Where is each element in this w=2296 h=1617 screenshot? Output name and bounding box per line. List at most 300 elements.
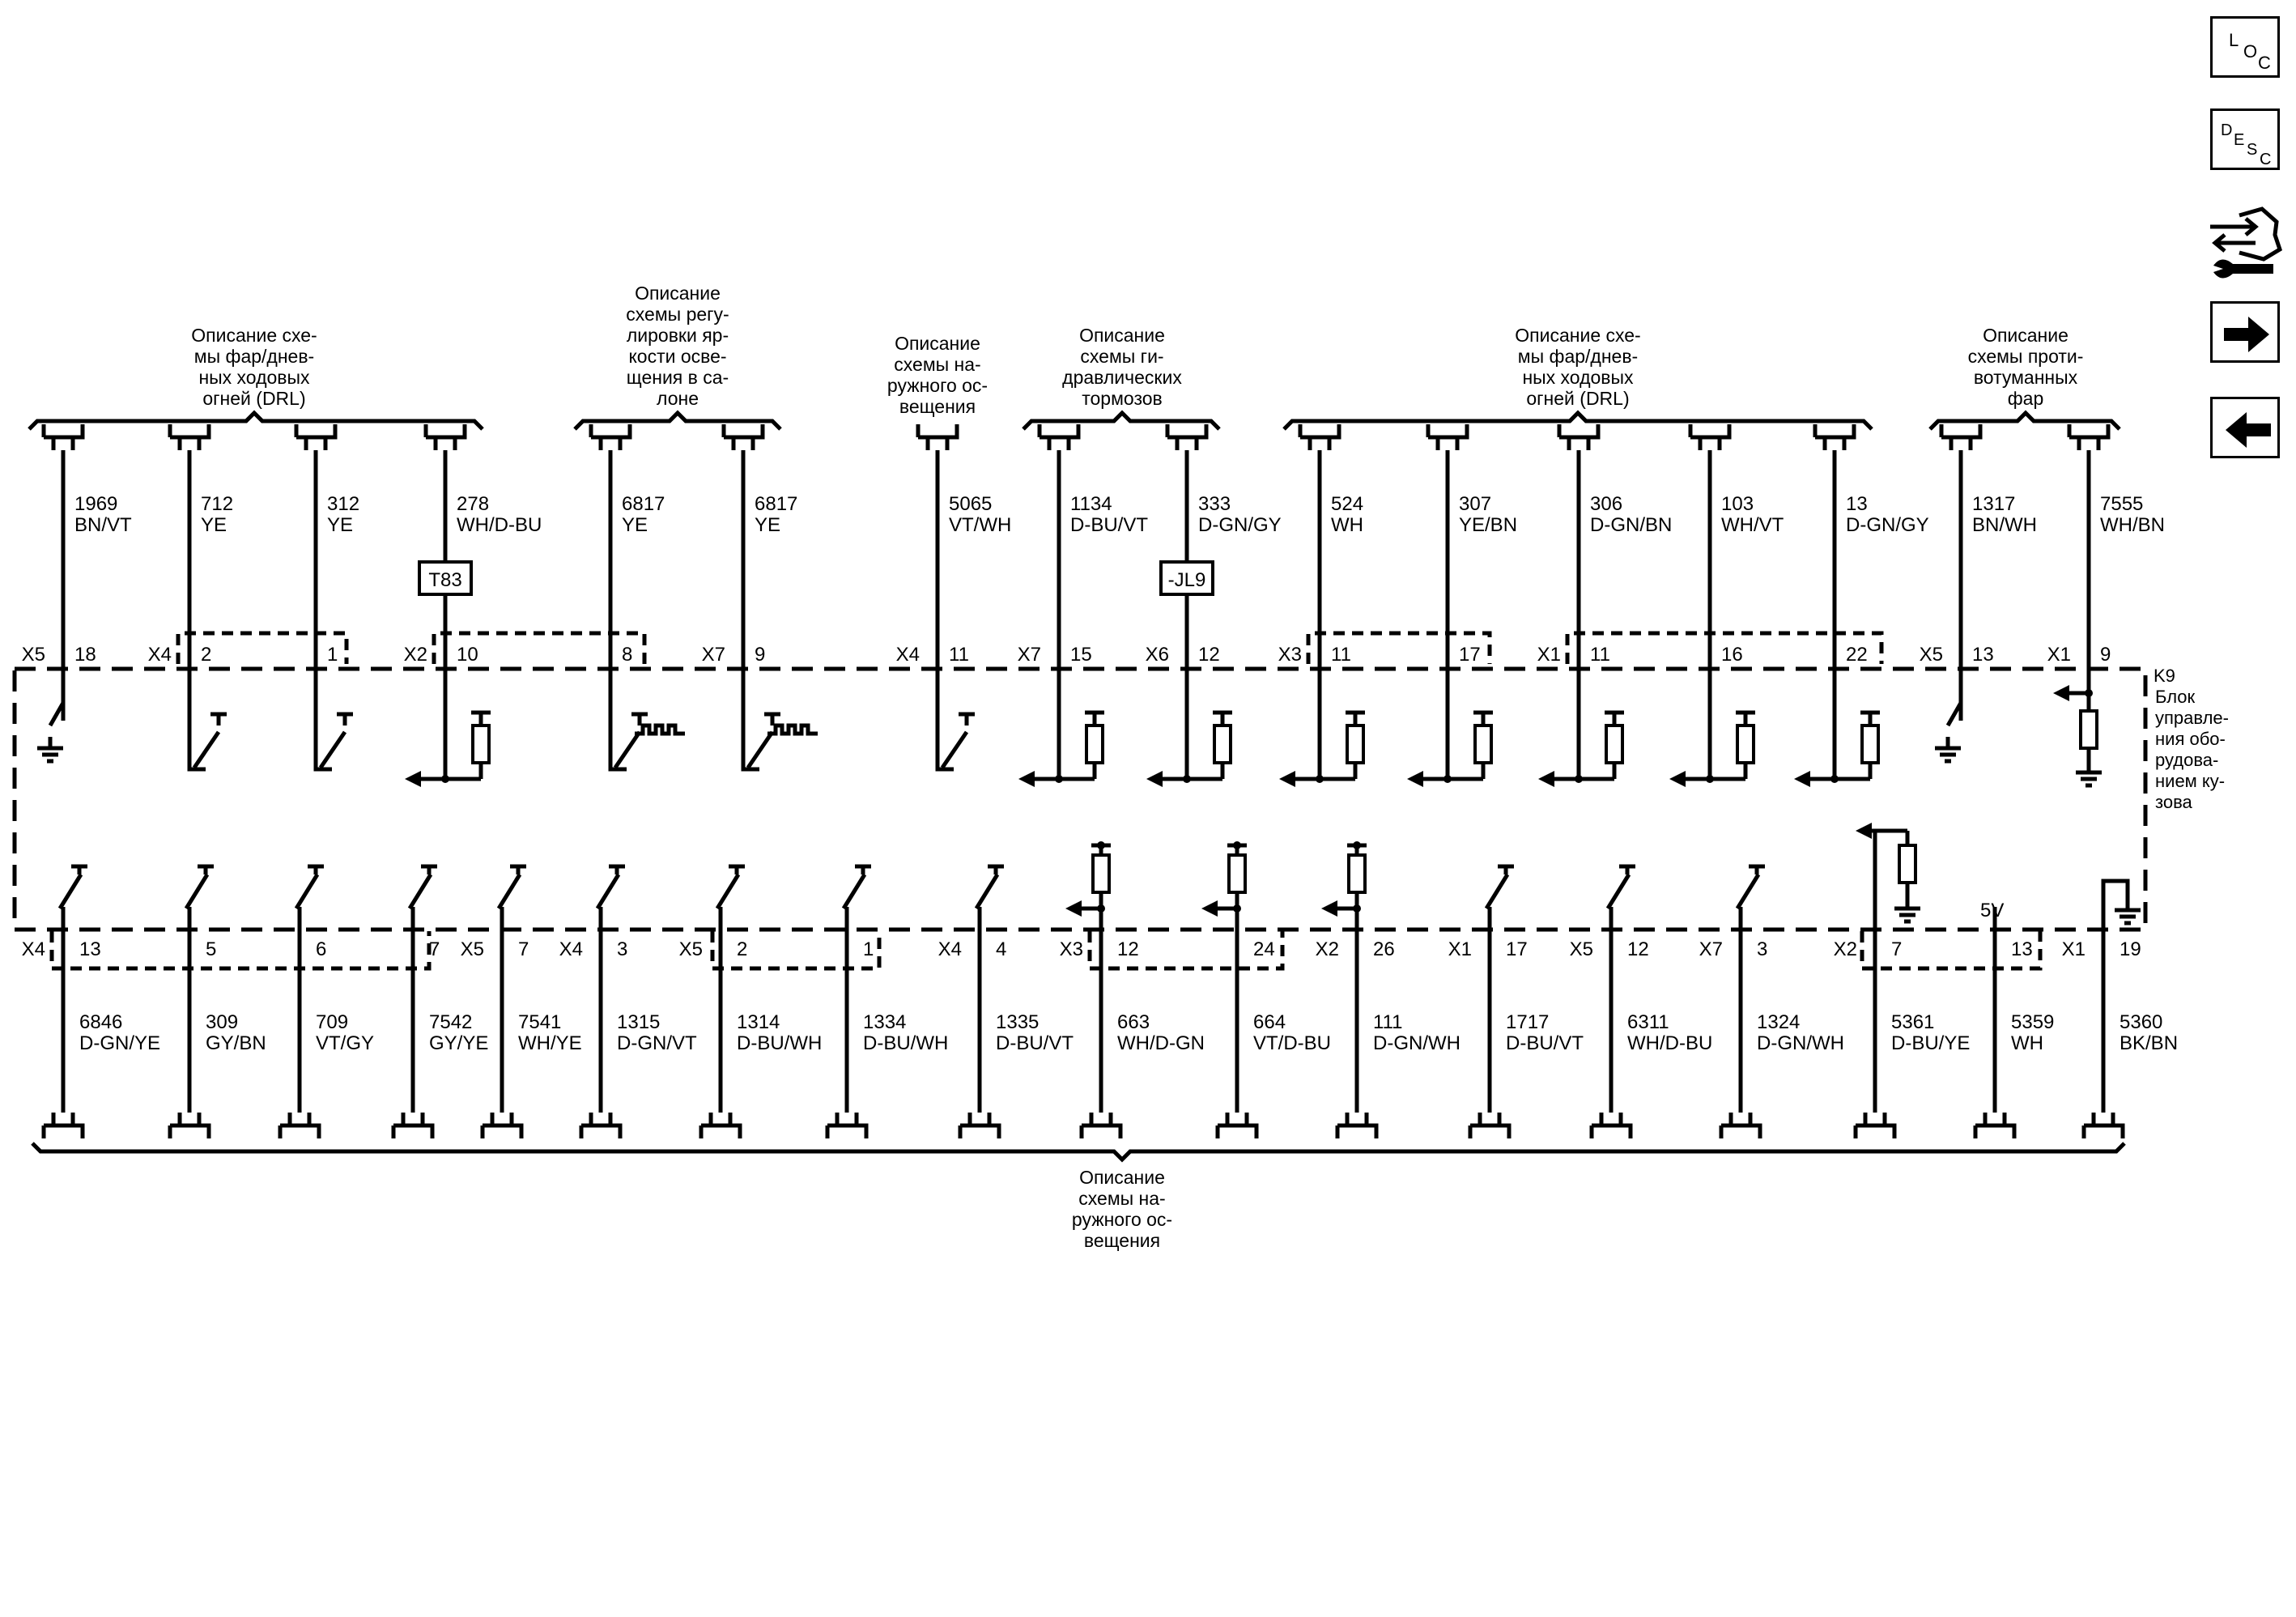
- circuit-number: 712: [201, 493, 234, 515]
- circuit-number: 5359: [2011, 1011, 2055, 1033]
- signal-arrow: [1201, 900, 1218, 917]
- circuit-number: 6846: [79, 1011, 123, 1033]
- connector-id: X1: [2061, 938, 2086, 960]
- wire-color: VT/D-BU: [1253, 1032, 1331, 1054]
- wire-color: D-BU/VT: [1506, 1032, 1584, 1054]
- connector-symbol: [170, 1113, 209, 1138]
- connector-symbol: [1941, 424, 1980, 450]
- connector-symbol: [2084, 1113, 2123, 1138]
- bottom-wire-6311: [1570, 866, 1713, 1138]
- top-wire-103: [1669, 424, 1784, 787]
- pin-number: 1: [327, 644, 338, 666]
- signal-arrow: [1279, 771, 1295, 787]
- wire-color: BK/BN: [2120, 1032, 2179, 1054]
- group-label-line: Описание схе-: [1515, 325, 1641, 346]
- pin-number: 2: [201, 644, 212, 666]
- inline-component-label: -JL9: [1167, 569, 1206, 591]
- resistor-symbol: [1606, 726, 1622, 763]
- desc-letter-c: C: [2260, 151, 2272, 168]
- circuit-number: 6311: [1627, 1011, 1669, 1033]
- group-label-line: ружного ос-: [1071, 1209, 1173, 1230]
- wire-color: WH/D-BU: [1627, 1032, 1713, 1054]
- pin-number: 1: [863, 938, 874, 960]
- module-name-line: управле-: [2155, 708, 2229, 728]
- top-wire-306: [1537, 424, 1673, 787]
- resistor-symbol: [1093, 855, 1109, 892]
- loc-icon: [2213, 19, 2282, 80]
- wire-color: BN/WH: [1972, 514, 2037, 536]
- wire-color: D-GN/GY: [1846, 514, 1929, 536]
- circuit-number: 664: [1253, 1011, 1286, 1033]
- connector-symbol: [1300, 424, 1339, 450]
- connector-symbol: [1428, 424, 1467, 450]
- resistor-symbol: [1349, 855, 1365, 892]
- group-label-line: ных ходовых: [198, 367, 310, 388]
- group-bracket: [1023, 413, 1219, 429]
- group-bracket: [32, 1143, 2124, 1160]
- pin-number: 12: [1198, 644, 1220, 666]
- pin-number: 17: [1459, 644, 1481, 666]
- connector-symbol: [44, 424, 83, 450]
- connector-id: X7: [1017, 644, 1041, 666]
- pwm-symbol: [767, 726, 818, 734]
- connector-symbol: [1815, 424, 1854, 450]
- connector-id: X3: [1278, 644, 1302, 666]
- group-label-line: огней (DRL): [1526, 388, 1630, 409]
- connector-symbol: [1040, 424, 1078, 450]
- circuit-number: 1317: [1972, 493, 2016, 515]
- pin-number: 8: [622, 644, 633, 666]
- pin-number: 11: [949, 644, 969, 666]
- connector-id: X4: [147, 644, 172, 666]
- connector-id: X4: [938, 938, 962, 960]
- bottom-wire-1314: [679, 866, 823, 1138]
- group-label-line: вещения: [1083, 1230, 1161, 1251]
- connector-symbol: [1470, 1113, 1509, 1138]
- group-bracket: [575, 413, 780, 429]
- pin-number: 12: [1117, 938, 1139, 960]
- circuit-number: 1324: [1757, 1011, 1801, 1033]
- desc-button[interactable]: [2210, 109, 2280, 170]
- resistor-symbol: [1737, 726, 1754, 763]
- group-label-line: ных ходовых: [1522, 367, 1634, 388]
- resistor-symbol: [1862, 726, 1878, 763]
- loc-letter-c: C: [2258, 53, 2271, 73]
- module-name-line: ния обо-: [2155, 729, 2226, 749]
- bottom-wire-5359: [1975, 900, 2054, 1138]
- pin-number: 9: [2100, 644, 2111, 666]
- resistor-symbol: [1899, 845, 1915, 883]
- loc-letter-l: L: [2229, 30, 2239, 50]
- resistor-symbol: [1475, 726, 1491, 763]
- top-wire-5065: [896, 424, 1012, 769]
- wire-color: D-BU/WH: [863, 1032, 949, 1054]
- group-label-line: Описание: [1079, 325, 1165, 346]
- pin-number: 11: [1331, 644, 1351, 666]
- connector-id: X1: [1537, 644, 1561, 666]
- circuit-number: 1717: [1506, 1011, 1550, 1033]
- connector-symbol: [827, 1113, 866, 1138]
- module-label: [2154, 666, 2229, 812]
- wire-color: BN/VT: [74, 514, 132, 536]
- connector-id: X3: [1059, 938, 1083, 960]
- circuit-number: 13: [1846, 493, 1868, 515]
- loc-letter-o: O: [2243, 41, 2258, 62]
- group-label-line: Описание схе-: [191, 325, 317, 346]
- bottom-wire-5360: [2062, 881, 2178, 1138]
- group-label-line: схемы ги-: [1080, 346, 1164, 367]
- connector-symbol: [296, 424, 335, 450]
- group-label-line: Описание: [635, 283, 721, 304]
- switch-symbol: [499, 866, 526, 915]
- switch-symbol: [410, 866, 437, 915]
- module-boundary: [15, 669, 2145, 930]
- pin-number: 24: [1253, 938, 1275, 960]
- switch-symbol: [1486, 866, 1514, 915]
- bottom-wire-7542: [393, 866, 488, 1138]
- wire-color: WH: [1331, 514, 1363, 536]
- group-label-line: фар: [2007, 388, 2044, 409]
- switch-symbol: [186, 866, 214, 915]
- connector-id: X5: [21, 644, 45, 666]
- circuit-number: 1134: [1070, 493, 1112, 515]
- connector-id: X6: [1145, 644, 1169, 666]
- connector-id: X1: [2047, 644, 2071, 666]
- group-label-line: ружного ос-: [887, 375, 989, 396]
- wire-color: WH/YE: [518, 1032, 582, 1054]
- circuit-number: 306: [1590, 493, 1623, 515]
- switch-symbol: [60, 866, 87, 915]
- wire-color: VT/GY: [316, 1032, 375, 1054]
- connector-symbol: [1975, 1113, 2014, 1138]
- switch-symbol: [938, 713, 975, 769]
- connector-id: X5: [1919, 644, 1943, 666]
- circuit-number: 111: [1373, 1011, 1403, 1033]
- circuit-number: 663: [1117, 1011, 1150, 1033]
- circuit-number: 333: [1198, 493, 1231, 515]
- wire-color: WH/D-BU: [457, 514, 542, 536]
- circuit-number: 7555: [2100, 493, 2144, 515]
- pin-number: 13: [1972, 644, 1994, 666]
- wire-color: WH/BN: [2100, 514, 2165, 536]
- group-bracket: [1284, 413, 1872, 429]
- wire-color: D-GN/WH: [1757, 1032, 1844, 1054]
- group-label-line: щения в са-: [626, 367, 729, 388]
- connector-symbol: [1690, 424, 1729, 450]
- pin-number: 2: [737, 938, 748, 960]
- signal-arrow: [2053, 685, 2069, 701]
- group-label-line: вещения: [899, 396, 976, 417]
- pin-number: 22: [1846, 644, 1868, 666]
- circuit-number: 103: [1721, 493, 1754, 515]
- supply-voltage-label: 5V: [1980, 900, 2005, 921]
- pin-number: 6: [316, 938, 327, 960]
- arrow-right-icon: [2213, 304, 2282, 365]
- group-label-line: тормозов: [1082, 388, 1163, 409]
- circuit-number: 6817: [622, 493, 665, 515]
- connector-id: X1: [1448, 938, 1472, 960]
- connector-symbol: [393, 1113, 432, 1138]
- circuit-number: 309: [206, 1011, 239, 1033]
- signal-arrow: [1146, 771, 1163, 787]
- wire-color: D-BU/WH: [737, 1032, 823, 1054]
- pin-number: 10: [457, 644, 478, 666]
- connector-symbol: [1337, 1113, 1376, 1138]
- switch-symbol: [717, 866, 745, 915]
- group-label-line: мы фар/днев-: [1517, 346, 1639, 367]
- signal-arrow: [405, 771, 421, 787]
- group-label-line: схемы на-: [894, 354, 981, 375]
- switch-symbol: [1737, 866, 1765, 915]
- group-bracket: [29, 413, 483, 429]
- circuit-number: 7542: [429, 1011, 473, 1033]
- module-name-line: Блок: [2155, 687, 2196, 707]
- switch-symbol: [597, 866, 625, 915]
- next-button[interactable]: [2210, 301, 2280, 363]
- signal-arrow: [1018, 771, 1035, 787]
- circuit-number: 1315: [617, 1011, 661, 1033]
- top-wire-7555: [2047, 424, 2165, 785]
- top-group-brackets: [29, 413, 2120, 429]
- switch-symbol: [976, 866, 1004, 915]
- group-labels: [191, 283, 2083, 1251]
- circuit-number: 1314: [737, 1011, 780, 1033]
- module-name-line: рудова-: [2155, 750, 2219, 770]
- group-label-line: лировки яр-: [626, 325, 729, 346]
- inline-component-label: T83: [428, 569, 462, 591]
- pin-number: 13: [79, 938, 101, 960]
- connector-symbol: [724, 424, 763, 450]
- pin-number: 26: [1373, 938, 1395, 960]
- signal-arrow: [1669, 771, 1686, 787]
- connector-symbol: [918, 424, 957, 450]
- desc-letter-d: D: [2221, 121, 2233, 139]
- bottom-wire-309: [170, 866, 266, 1138]
- connector-symbol: [2069, 424, 2108, 450]
- circuit-number: 1969: [74, 493, 118, 515]
- signal-arrow: [1794, 771, 1810, 787]
- wire-color: YE: [327, 514, 354, 536]
- connector-id: X7: [701, 644, 725, 666]
- group-label-line: схемы на-: [1078, 1188, 1166, 1209]
- desc-letter-s: S: [2247, 141, 2258, 159]
- top-wire-312: [296, 424, 359, 769]
- wire-color: YE: [755, 514, 781, 536]
- module-name-line: зова: [2155, 792, 2192, 812]
- circuit-number: 5360: [2120, 1011, 2163, 1033]
- group-label-line: Описание: [1079, 1167, 1165, 1188]
- group-label-line: лоне: [657, 388, 699, 409]
- top-wire-1134: [1018, 424, 1149, 787]
- pin-number: 17: [1506, 938, 1528, 960]
- resistor-symbol: [2081, 711, 2097, 748]
- connector-id: X5: [678, 938, 703, 960]
- bottom-group-bracket: [32, 1143, 2124, 1160]
- connector-symbol: [1559, 424, 1598, 450]
- switch-symbol: [743, 713, 780, 769]
- pin-number: 3: [617, 938, 628, 960]
- connector-id: X5: [460, 938, 484, 960]
- bottom-wire-111: [1316, 841, 1461, 1138]
- bottom-wire-664: [1201, 841, 1331, 1138]
- group-label-line: схемы регу-: [626, 304, 729, 325]
- signal-arrow: [1321, 900, 1337, 917]
- desc-icon: [2213, 111, 2282, 172]
- wire-color: YE/BN: [1459, 514, 1518, 536]
- connector-id: X2: [1833, 938, 1857, 960]
- circuit-number: 5361: [1891, 1011, 1935, 1033]
- connector-id: X2: [403, 644, 427, 666]
- connector-symbol: [701, 1113, 740, 1138]
- pin-number: 16: [1721, 644, 1743, 666]
- pin-number: 15: [1070, 644, 1092, 666]
- bottom-wires: [22, 823, 2178, 1138]
- top-wire-6817: [591, 424, 685, 769]
- wire-color: D-BU/VT: [1070, 514, 1148, 536]
- signal-arrow: [1065, 900, 1082, 917]
- loc-button[interactable]: [2210, 16, 2280, 78]
- circuit-number: 307: [1459, 493, 1492, 515]
- module-ref: K9: [2154, 666, 2175, 686]
- resistor-symbol: [473, 726, 489, 763]
- pwm-symbol: [635, 726, 685, 734]
- group-label-line: вотуманных: [1973, 367, 2078, 388]
- switch-symbol: [189, 713, 227, 769]
- wire-color: D-GN/BN: [1590, 514, 1673, 536]
- connector-id: X4: [21, 938, 45, 960]
- pin-number: 7: [518, 938, 529, 960]
- switch-symbol: [296, 866, 324, 915]
- bottom-wire-5361: [1834, 823, 1971, 1138]
- top-wires: [22, 424, 2165, 787]
- pin-number: 18: [74, 644, 96, 666]
- wire-color: VT/WH: [949, 514, 1012, 536]
- wire-color: D-GN/WH: [1373, 1032, 1461, 1054]
- wire-color: YE: [622, 514, 648, 536]
- module-name-line: нием ку-: [2155, 771, 2226, 791]
- wire-color: D-BU/YE: [1891, 1032, 1971, 1054]
- pin-number: 9: [755, 644, 766, 666]
- circuit-number: 278: [457, 493, 490, 515]
- connector-symbol: [280, 1113, 319, 1138]
- switch-symbol: [610, 713, 648, 769]
- connector-symbol: [483, 1113, 521, 1138]
- pin-number: 7: [429, 938, 440, 960]
- connector-symbol: [581, 1113, 620, 1138]
- pin-number: 12: [1627, 938, 1649, 960]
- pin-number: 11: [1590, 644, 1610, 666]
- switch-symbol: [844, 866, 871, 915]
- resistor-symbol: [1086, 726, 1103, 763]
- connector-symbol: [1218, 1113, 1256, 1138]
- resistor-symbol: [1214, 726, 1231, 763]
- pin-number: 19: [2120, 938, 2141, 960]
- circuit-number: 312: [327, 493, 360, 515]
- pin-number: 13: [2011, 938, 2033, 960]
- connector-id: X5: [1569, 938, 1593, 960]
- top-wire-712: [148, 424, 233, 769]
- bottom-wire-1315: [559, 866, 697, 1138]
- group-label-line: мы фар/днев-: [193, 346, 315, 367]
- wire-color: WH/VT: [1721, 514, 1784, 536]
- bottom-wire-1324: [1699, 866, 1844, 1138]
- wire-color: WH/D-GN: [1117, 1032, 1205, 1054]
- top-wire-1317: [1920, 424, 2037, 761]
- circuit-number: 6817: [755, 493, 798, 515]
- circuit-number: 709: [316, 1011, 349, 1033]
- wire-color: D-GN/YE: [79, 1032, 161, 1054]
- group-label-line: схемы проти-: [1967, 346, 2084, 367]
- group-bracket: [1930, 413, 2120, 429]
- pin-number: 3: [1757, 938, 1768, 960]
- group-label-line: кости осве-: [628, 346, 727, 367]
- connector-symbol: [170, 424, 209, 450]
- signal-arrow: [1538, 771, 1554, 787]
- circuit-number: 7541: [518, 1011, 562, 1033]
- wire-color: D-BU/VT: [996, 1032, 1074, 1054]
- bottom-wire-663: [1060, 841, 1205, 1138]
- group-label-line: огней (DRL): [202, 388, 306, 409]
- signal-arrow: [1407, 771, 1423, 787]
- wire-color: YE: [201, 514, 227, 536]
- top-wire-1969: [22, 424, 132, 761]
- shared-connector-dash: [52, 931, 429, 968]
- circuit-number: 1334: [863, 1011, 907, 1033]
- connector-symbol: [1167, 424, 1206, 450]
- switch-symbol: [316, 713, 353, 769]
- connector-symbol: [1721, 1113, 1760, 1138]
- circuit-number: 5065: [949, 493, 993, 515]
- desc-letter-e: E: [2234, 131, 2245, 149]
- bottom-wire-1335: [938, 866, 1074, 1138]
- connector-symbol: [44, 1113, 83, 1138]
- bottom-wire-1334: [827, 866, 948, 1138]
- arrow-left-icon: [2213, 399, 2282, 461]
- top-wire-333: [1146, 424, 1282, 787]
- ground-lead: [2103, 881, 2128, 907]
- connector-symbol: [960, 1113, 999, 1138]
- previous-button[interactable]: [2210, 397, 2280, 458]
- connector-id: X7: [1699, 938, 1723, 960]
- connector-symbol: [1082, 1113, 1120, 1138]
- connector-symbol: [426, 424, 465, 450]
- connector-id: X4: [559, 938, 583, 960]
- top-wire-13: [1794, 424, 1929, 787]
- connector-tool-button[interactable]: [2207, 202, 2285, 283]
- wire-color: D-GN/GY: [1198, 514, 1282, 536]
- circuit-number: 1335: [996, 1011, 1040, 1033]
- group-label-line: Описание: [1983, 325, 2069, 346]
- connector-id: X4: [895, 644, 920, 666]
- group-label-line: Описание: [895, 333, 980, 354]
- connector-tool-icon: [2207, 202, 2285, 283]
- bottom-wire-1717: [1448, 866, 1584, 1138]
- pin-number: 4: [996, 938, 1007, 960]
- top-wire-524: [1278, 424, 1365, 787]
- top-wire-6817: [702, 424, 818, 769]
- resistor-symbol: [1229, 855, 1245, 892]
- wire-color: D-GN/VT: [617, 1032, 697, 1054]
- bottom-wire-7541: [461, 866, 582, 1138]
- top-wire-278: [404, 424, 542, 787]
- circuit-number: 524: [1331, 493, 1364, 515]
- signal-arrow: [1856, 823, 1872, 839]
- connector-symbol: [1592, 1113, 1631, 1138]
- wire-color: GY/YE: [429, 1032, 489, 1054]
- connector-id: X2: [1315, 938, 1339, 960]
- bottom-wire-6846: [22, 866, 160, 1138]
- top-wire-307: [1407, 424, 1517, 787]
